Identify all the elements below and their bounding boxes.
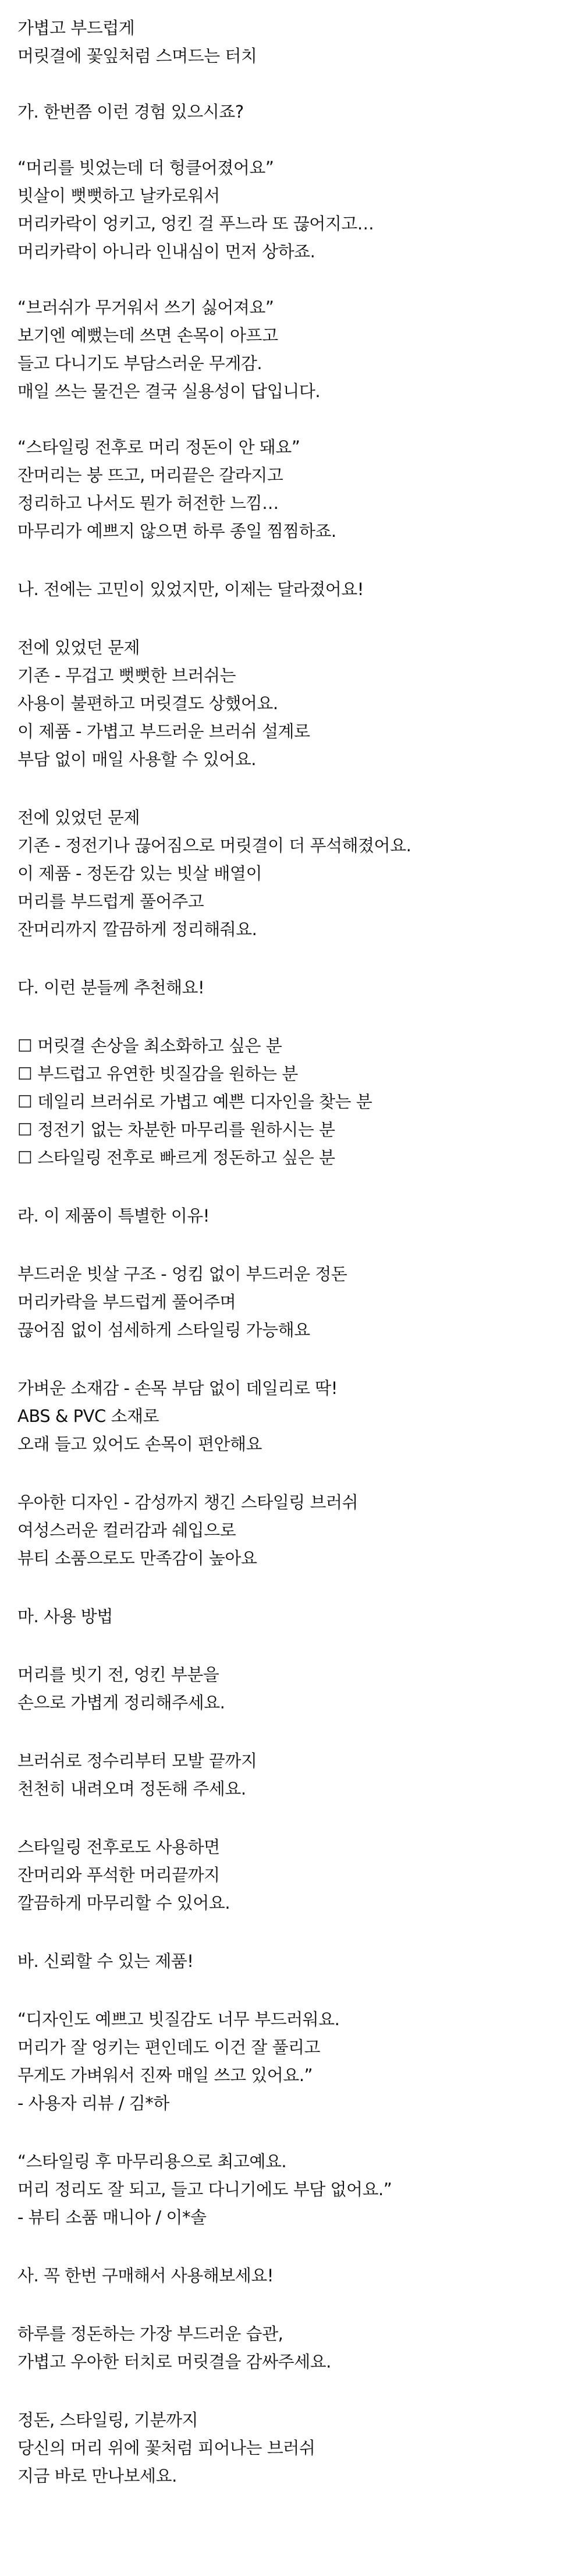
checklist-item: ☐ 머릿결 손상을 최소화하고 싶은 분 bbox=[17, 1036, 282, 1056]
checklist-item: ☐ 정전기 없는 차분한 마무리를 원하시는 분 bbox=[17, 1120, 335, 1140]
section-ba-heading: 바. 신뢰할 수 있는 제품! bbox=[17, 1951, 194, 1971]
pain-text-line: 마무리가 예쁘지 않으면 하루 종일 찜찜하죠. bbox=[17, 521, 336, 541]
intro-title-line-1: 가볍고 부드럽게 bbox=[17, 18, 135, 38]
usage-step-line: 잔머리와 푸석한 머리끝까지 bbox=[17, 1865, 220, 1885]
comparison-line: 사용이 불편하고 머릿결도 상했어요. bbox=[17, 693, 278, 713]
reason-line: ABS & PVC 소재로 bbox=[17, 1406, 159, 1426]
checklist-item: ☐ 스타일링 전후로 빠르게 정돈하고 싶은 분 bbox=[17, 1148, 335, 1167]
comparison-line: 이 제품 - 가볍고 부드러운 브러쉬 설계로 bbox=[17, 721, 310, 741]
pain-text-line: 매일 쓰는 물건은 결국 실용성이 답입니다. bbox=[17, 381, 321, 401]
section-ra-heading: 라. 이 제품이 특별한 이유! bbox=[17, 1206, 210, 1226]
pain-text-line: 머리카락이 엉키고, 엉킨 걸 푸느라 또 끊어지고… bbox=[17, 214, 374, 233]
usage-step-line: 깔끔하게 마무리할 수 있어요. bbox=[17, 1893, 230, 1913]
comparison-line: 전에 있었던 문제 bbox=[17, 808, 140, 827]
review-line: “디자인도 예쁘고 빗질감도 너무 부드러워요. bbox=[17, 2009, 340, 2029]
reason-line: 뷰티 소품으로도 만족감이 높아요 bbox=[17, 1548, 257, 1568]
comparison-line: 잔머리까지 깔끔하게 정리해줘요. bbox=[17, 919, 257, 939]
usage-step-line: 브러쉬로 정수리부터 모발 끝까지 bbox=[17, 1751, 257, 1771]
review-line: 무게도 가벼워서 진짜 매일 쓰고 있어요.” bbox=[17, 2065, 313, 2085]
pain-text-line: 잔머리는 붕 뜨고, 머리끝은 갈라지고 bbox=[17, 465, 283, 485]
pain-text-line: 정리하고 나서도 뭔가 허전한 느낌… bbox=[17, 493, 279, 513]
section-ma-heading: 마. 사용 방법 bbox=[17, 1607, 113, 1626]
comparison-line: 부담 없이 매일 사용할 수 있어요. bbox=[17, 749, 256, 769]
closing-line: 하루를 정돈하는 가장 부드러운 습관, bbox=[17, 2324, 283, 2344]
reason-line: 부드러운 빗살 구조 - 엉킴 없이 부드러운 정돈 bbox=[17, 1264, 347, 1284]
pain-quote-2: “브러쉬가 무거워서 쓰기 싫어져요” bbox=[17, 298, 274, 317]
review-line: 머리 정리도 잘 되고, 들고 다니기에도 부담 없어요.” bbox=[17, 2179, 392, 2199]
reason-line: 우아한 디자인 - 감성까지 챙긴 스타일링 브러쉬 bbox=[17, 1492, 359, 1512]
usage-step-line: 스타일링 전후로도 사용하면 bbox=[17, 1837, 220, 1857]
product-description bbox=[17, 14, 565, 2490]
pain-quote-3: “스타일링 전후로 머리 정돈이 안 돼요” bbox=[17, 437, 300, 457]
review-author: - 뷰티 소품 매니아 / 이*솔 bbox=[17, 2207, 207, 2227]
review-author: - 사용자 리뷰 / 김*하 bbox=[17, 2093, 169, 2113]
usage-step-line: 머리를 빗기 전, 엉킨 부분을 bbox=[17, 1665, 219, 1685]
comparison-line: 기존 - 무겁고 뻣뻣한 브러쉬는 bbox=[17, 666, 236, 685]
closing-line: 지금 바로 만나보세요. bbox=[17, 2466, 177, 2486]
review-line: “스타일링 후 마무리용으로 최고예요. bbox=[17, 2152, 287, 2171]
comparison-line: 전에 있었던 문제 bbox=[17, 638, 140, 657]
checklist-item: ☐ 부드럽고 유연한 빗질감을 원하는 분 bbox=[17, 1064, 298, 1084]
comparison-line: 머리를 부드럽게 풀어주고 bbox=[17, 891, 204, 911]
comparison-line: 기존 - 정전기나 끊어짐으로 머릿결이 더 푸석해졌어요. bbox=[17, 836, 411, 855]
pain-text-line: 들고 다니기도 부담스러운 무게감. bbox=[17, 353, 262, 373]
pain-quote-1: “머리를 빗었는데 더 헝클어졌어요” bbox=[17, 158, 274, 178]
reason-line: 끊어짐 없이 섬세하게 스타일링 가능해요 bbox=[17, 1320, 310, 1340]
pain-text-line: 보기엔 예뻤는데 쓰면 손목이 아프고 bbox=[17, 325, 278, 345]
section-sa-heading: 사. 꼭 한번 구매해서 사용해보세요! bbox=[17, 2266, 274, 2285]
comparison-line: 이 제품 - 정돈감 있는 빗살 배열이 bbox=[17, 864, 262, 883]
intro-title-line-2: 머릿결에 꽃잎처럼 스며드는 터치 bbox=[17, 46, 257, 66]
closing-line: 정돈, 스타일링, 기분까지 bbox=[17, 2410, 198, 2430]
reason-line: 가벼운 소재감 - 손목 부담 없이 데일리로 딱! bbox=[17, 1378, 338, 1398]
pain-text-line: 머리카락이 아니라 인내심이 먼저 상하죠. bbox=[17, 242, 315, 261]
usage-step-line: 천천히 내려오며 정돈해 주세요. bbox=[17, 1779, 246, 1799]
reason-line: 여성스러운 컬러감과 쉐입으로 bbox=[17, 1520, 236, 1540]
section-da-heading: 다. 이런 분들께 추천해요! bbox=[17, 978, 205, 997]
reason-line: 오래 들고 있어도 손목이 편안해요 bbox=[17, 1434, 262, 1454]
reason-line: 머리카락을 부드럽게 풀어주며 bbox=[17, 1292, 236, 1312]
section-ga-heading: 가. 한번쯤 이런 경험 있으시죠? bbox=[17, 102, 244, 122]
closing-line: 가볍고 우아한 터치로 머릿결을 감싸주세요. bbox=[17, 2352, 331, 2372]
pain-text-line: 빗살이 뻣뻣하고 날카로워서 bbox=[17, 186, 220, 206]
review-line: 머리가 잘 엉키는 편인데도 이건 잘 풀리고 bbox=[17, 2037, 321, 2057]
closing-line: 당신의 머리 위에 꽃처럼 피어나는 브러쉬 bbox=[17, 2438, 315, 2458]
usage-step-line: 손으로 가볍게 정리해주세요. bbox=[17, 1693, 225, 1712]
checklist-item: ☐ 데일리 브러쉬로 가볍고 예쁜 디자인을 찾는 분 bbox=[17, 1092, 372, 1112]
section-na-heading: 나. 전에는 고민이 있었지만, 이제는 달라졌어요! bbox=[17, 579, 364, 599]
